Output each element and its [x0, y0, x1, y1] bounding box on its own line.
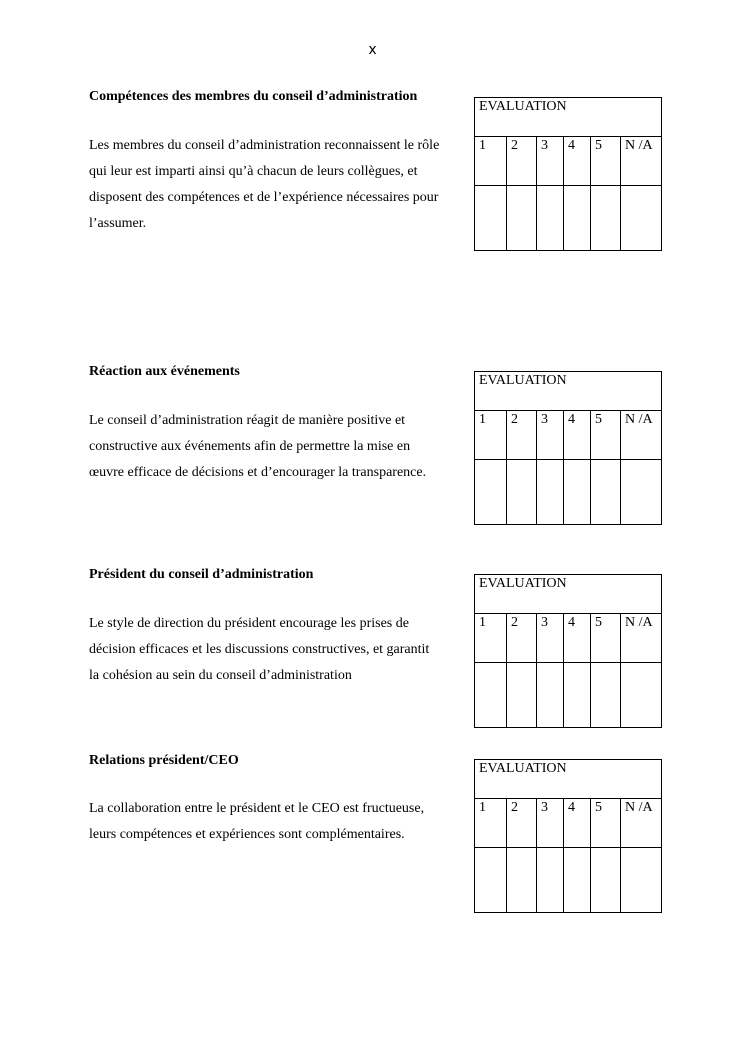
page-marker: x — [368, 42, 377, 58]
score-cell-1[interactable] — [475, 460, 507, 525]
text-line: œuvre efficace de décisions et d’encourager la transparence. — [89, 465, 427, 480]
evaluation-table-reaction — [474, 371, 662, 525]
text-line: Les membres du conseil d’administration reconnaissent le rôle — [89, 138, 440, 153]
section-title-relations: Relations président/CEO — [89, 753, 239, 768]
section-text-reaction — [89, 408, 469, 486]
score-cell-5[interactable] — [591, 460, 621, 525]
text-line: constructive aux événements afin de permettre la mise en — [89, 439, 411, 454]
score-label-1: 1 — [475, 411, 507, 460]
text-line: la cohésion au sein du conseil d’administration — [89, 668, 352, 683]
score-cell-5[interactable] — [591, 186, 621, 251]
score-label-4: 4 — [564, 137, 591, 186]
section-text-relations — [89, 796, 469, 848]
score-cell-5[interactable] — [591, 663, 621, 728]
score-label-2: 2 — [507, 411, 537, 460]
score-cell-4[interactable] — [564, 663, 591, 728]
text-line: qui leur est imparti ainsi qu’à chacun de leurs collègues, et — [89, 164, 418, 179]
score-cell-na[interactable] — [621, 663, 662, 728]
text-line: l’assumer. — [89, 216, 147, 231]
text-line: La collaboration entre le président et le CEO est fructueuse, — [89, 801, 425, 816]
score-label-1: 1 — [475, 137, 507, 186]
score-label-3: 3 — [537, 614, 564, 663]
section-title-reaction: Réaction aux événements — [89, 364, 240, 379]
score-cell-2[interactable] — [507, 848, 537, 913]
section-text-competences — [89, 133, 469, 237]
score-cell-3[interactable] — [537, 186, 564, 251]
score-cell-3[interactable] — [537, 460, 564, 525]
score-label-2: 2 — [507, 614, 537, 663]
section-title-president: Président du conseil d’administration — [89, 567, 314, 582]
score-label-5: 5 — [591, 411, 621, 460]
score-cell-1[interactable] — [475, 186, 507, 251]
score-cell-1[interactable] — [475, 663, 507, 728]
evaluation-header: EVALUATION — [475, 372, 662, 411]
score-label-4: 4 — [564, 614, 591, 663]
score-cell-1[interactable] — [475, 848, 507, 913]
score-cell-5[interactable] — [591, 848, 621, 913]
score-label-3: 3 — [537, 411, 564, 460]
score-label-5: 5 — [591, 799, 621, 848]
score-cell-2[interactable] — [507, 460, 537, 525]
score-label-5: 5 — [591, 137, 621, 186]
score-label-3: 3 — [537, 799, 564, 848]
section-title-competences: Compétences des membres du conseil d’administration — [89, 89, 418, 104]
score-cell-4[interactable] — [564, 460, 591, 525]
score-cell-3[interactable] — [537, 848, 564, 913]
evaluation-header: EVALUATION — [475, 760, 662, 799]
score-label-5: 5 — [591, 614, 621, 663]
score-label-na: N /A — [621, 799, 662, 848]
score-label-na: N /A — [621, 411, 662, 460]
score-cell-na[interactable] — [621, 848, 662, 913]
score-label-1: 1 — [475, 799, 507, 848]
score-label-1: 1 — [475, 614, 507, 663]
text-line: disposent des compétences et de l’expérience nécessaires pour — [89, 190, 439, 205]
text-line: leurs compétences et expériences sont complémentaires. — [89, 827, 405, 842]
score-label-4: 4 — [564, 799, 591, 848]
evaluation-table-president — [474, 574, 662, 728]
score-cell-2[interactable] — [507, 663, 537, 728]
evaluation-table-relations — [474, 759, 662, 913]
evaluation-header: EVALUATION — [475, 575, 662, 614]
score-cell-4[interactable] — [564, 848, 591, 913]
score-label-na: N /A — [621, 137, 662, 186]
section-text-president — [89, 611, 469, 689]
text-line: Le conseil d’administration réagit de manière positive et — [89, 413, 406, 428]
score-cell-2[interactable] — [507, 186, 537, 251]
evaluation-table-competences — [474, 97, 662, 251]
score-cell-4[interactable] — [564, 186, 591, 251]
score-cell-na[interactable] — [621, 186, 662, 251]
score-label-3: 3 — [537, 137, 564, 186]
score-label-4: 4 — [564, 411, 591, 460]
text-line: décision efficaces et les discussions constructives, et garantit — [89, 642, 430, 657]
score-label-2: 2 — [507, 799, 537, 848]
score-label-2: 2 — [507, 137, 537, 186]
text-line: Le style de direction du président encourage les prises de — [89, 616, 409, 631]
score-cell-3[interactable] — [537, 663, 564, 728]
score-label-na: N /A — [621, 614, 662, 663]
evaluation-header: EVALUATION — [475, 98, 662, 137]
score-cell-na[interactable] — [621, 460, 662, 525]
